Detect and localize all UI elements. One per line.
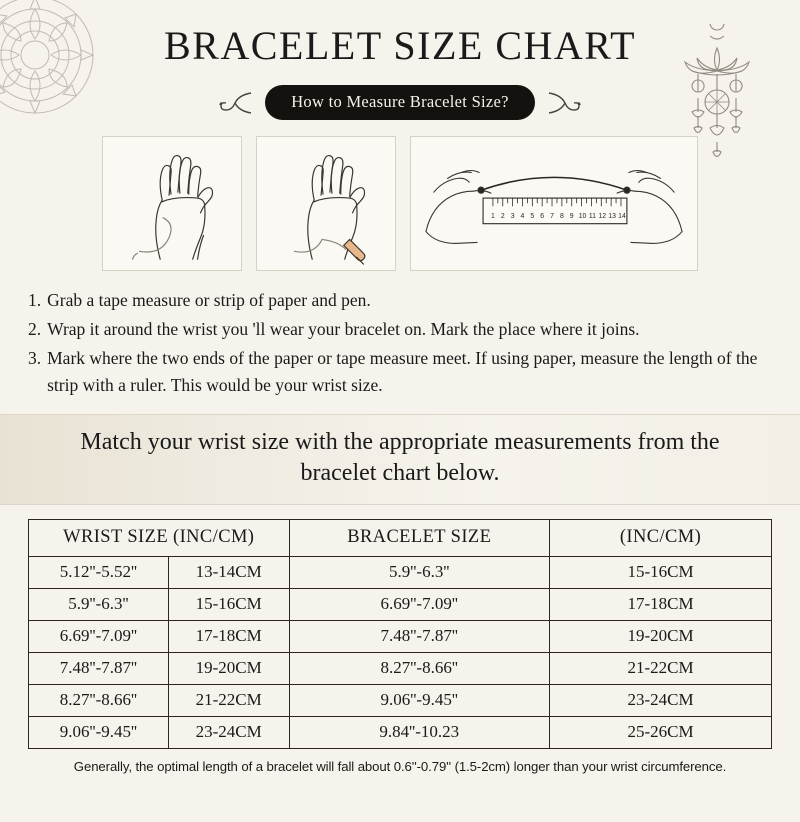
table-row <box>29 556 772 588</box>
step-number: 2. <box>28 319 42 340</box>
cell-wrist-inch: 5.12''-5.52'' <box>29 556 169 588</box>
header-bracelet-unit: (INC/CM) <box>550 519 772 556</box>
lotus-ornament-icon <box>662 24 772 164</box>
svg-text:6: 6 <box>540 212 545 220</box>
cell-wrist-cm: 19-20CM <box>168 652 289 684</box>
svg-text:4: 4 <box>520 212 525 220</box>
cell-bracelet-cm: 21-22CM <box>550 652 772 684</box>
illustration-hand-with-paper-strip <box>256 136 396 271</box>
list-item <box>28 287 770 314</box>
svg-text:3: 3 <box>510 212 515 220</box>
svg-text:10: 10 <box>578 212 587 220</box>
page-title: BRACELET SIZE CHART <box>163 23 637 68</box>
svg-text:9: 9 <box>569 212 574 220</box>
svg-text:7: 7 <box>550 212 554 220</box>
cell-bracelet-inch: 9.84''-10.23 <box>289 716 550 748</box>
step-number: 1. <box>28 290 42 310</box>
cell-bracelet-cm: 15-16CM <box>550 556 772 588</box>
cell-wrist-inch: 9.06''-9.45'' <box>29 716 169 748</box>
illustration-hand-with-tape-measure <box>102 136 242 271</box>
cell-bracelet-inch: 9.06''-9.45'' <box>289 684 550 716</box>
cell-wrist-cm: 17-18CM <box>168 620 289 652</box>
bracelet-size-table <box>28 519 772 749</box>
cell-bracelet-inch: 8.27''-8.66'' <box>289 652 550 684</box>
size-table-container <box>0 505 800 749</box>
table-row <box>29 620 772 652</box>
table-row <box>29 684 772 716</box>
cell-bracelet-cm: 17-18CM <box>550 588 772 620</box>
svg-text:11: 11 <box>588 212 596 220</box>
cell-bracelet-inch: 5.9''-6.3'' <box>289 556 550 588</box>
table-row <box>29 588 772 620</box>
step-text: Mark where the two ends of the paper or tape measure meet. If using paper, measure the length of the strip with a ruler. This would be your wrist size. <box>47 348 758 396</box>
cell-bracelet-cm: 23-24CM <box>550 684 772 716</box>
svg-text:14: 14 <box>618 212 626 220</box>
cell-wrist-inch: 7.48''-7.87'' <box>29 652 169 684</box>
cell-wrist-cm: 23-24CM <box>168 716 289 748</box>
svg-text:1: 1 <box>491 212 495 220</box>
cell-wrist-cm: 21-22CM <box>168 684 289 716</box>
step-text: Grab a tape measure or strip of paper and pen. <box>47 290 371 310</box>
step-text: Wrap it around the wrist you 'll wear your bracelet on. Mark the place where it joins. <box>47 319 640 340</box>
list-item <box>28 345 770 399</box>
header-wrist-size: WRIST SIZE (INC/CM) <box>29 519 290 556</box>
cell-wrist-cm: 13-14CM <box>168 556 289 588</box>
table-header-row <box>29 519 772 556</box>
cell-bracelet-cm: 25-26CM <box>550 716 772 748</box>
steps-list <box>28 287 770 400</box>
list-item <box>28 316 770 343</box>
svg-text:12: 12 <box>598 212 607 220</box>
svg-text:13: 13 <box>608 212 616 220</box>
cell-wrist-cm: 15-16CM <box>168 588 289 620</box>
cell-wrist-inch: 8.27''-8.66'' <box>29 684 169 716</box>
match-instruction-banner: Match your wrist size with the appropriate measurements from the bracelet chart below. <box>0 414 800 505</box>
illustration-measuring-with-ruler <box>410 136 698 271</box>
cell-bracelet-cm: 19-20CM <box>550 620 772 652</box>
svg-text:8: 8 <box>559 212 564 220</box>
subtitle-pill: How to Measure Bracelet Size? <box>265 85 535 120</box>
cell-bracelet-inch: 7.48''-7.87'' <box>289 620 550 652</box>
left-flourish-icon <box>219 90 253 116</box>
mandala-decoration-icon <box>0 0 110 130</box>
cell-wrist-inch: 5.9''-6.3'' <box>29 588 169 620</box>
right-flourish-icon <box>547 90 581 116</box>
cell-wrist-inch: 6.69''-7.09'' <box>29 620 169 652</box>
svg-text:2: 2 <box>500 212 505 220</box>
table-row <box>29 716 772 748</box>
svg-text:5: 5 <box>530 212 535 220</box>
footnote-text: Generally, the optimal length of a bracelet will fall about 0.6''-0.79'' (1.5-2cm) longer than your wrist circumference. <box>73 758 727 774</box>
table-row <box>29 652 772 684</box>
step-number: 3. <box>28 348 42 369</box>
cell-bracelet-inch: 6.69''-7.09'' <box>289 588 550 620</box>
header-bracelet-size: BRACELET SIZE <box>289 519 550 556</box>
